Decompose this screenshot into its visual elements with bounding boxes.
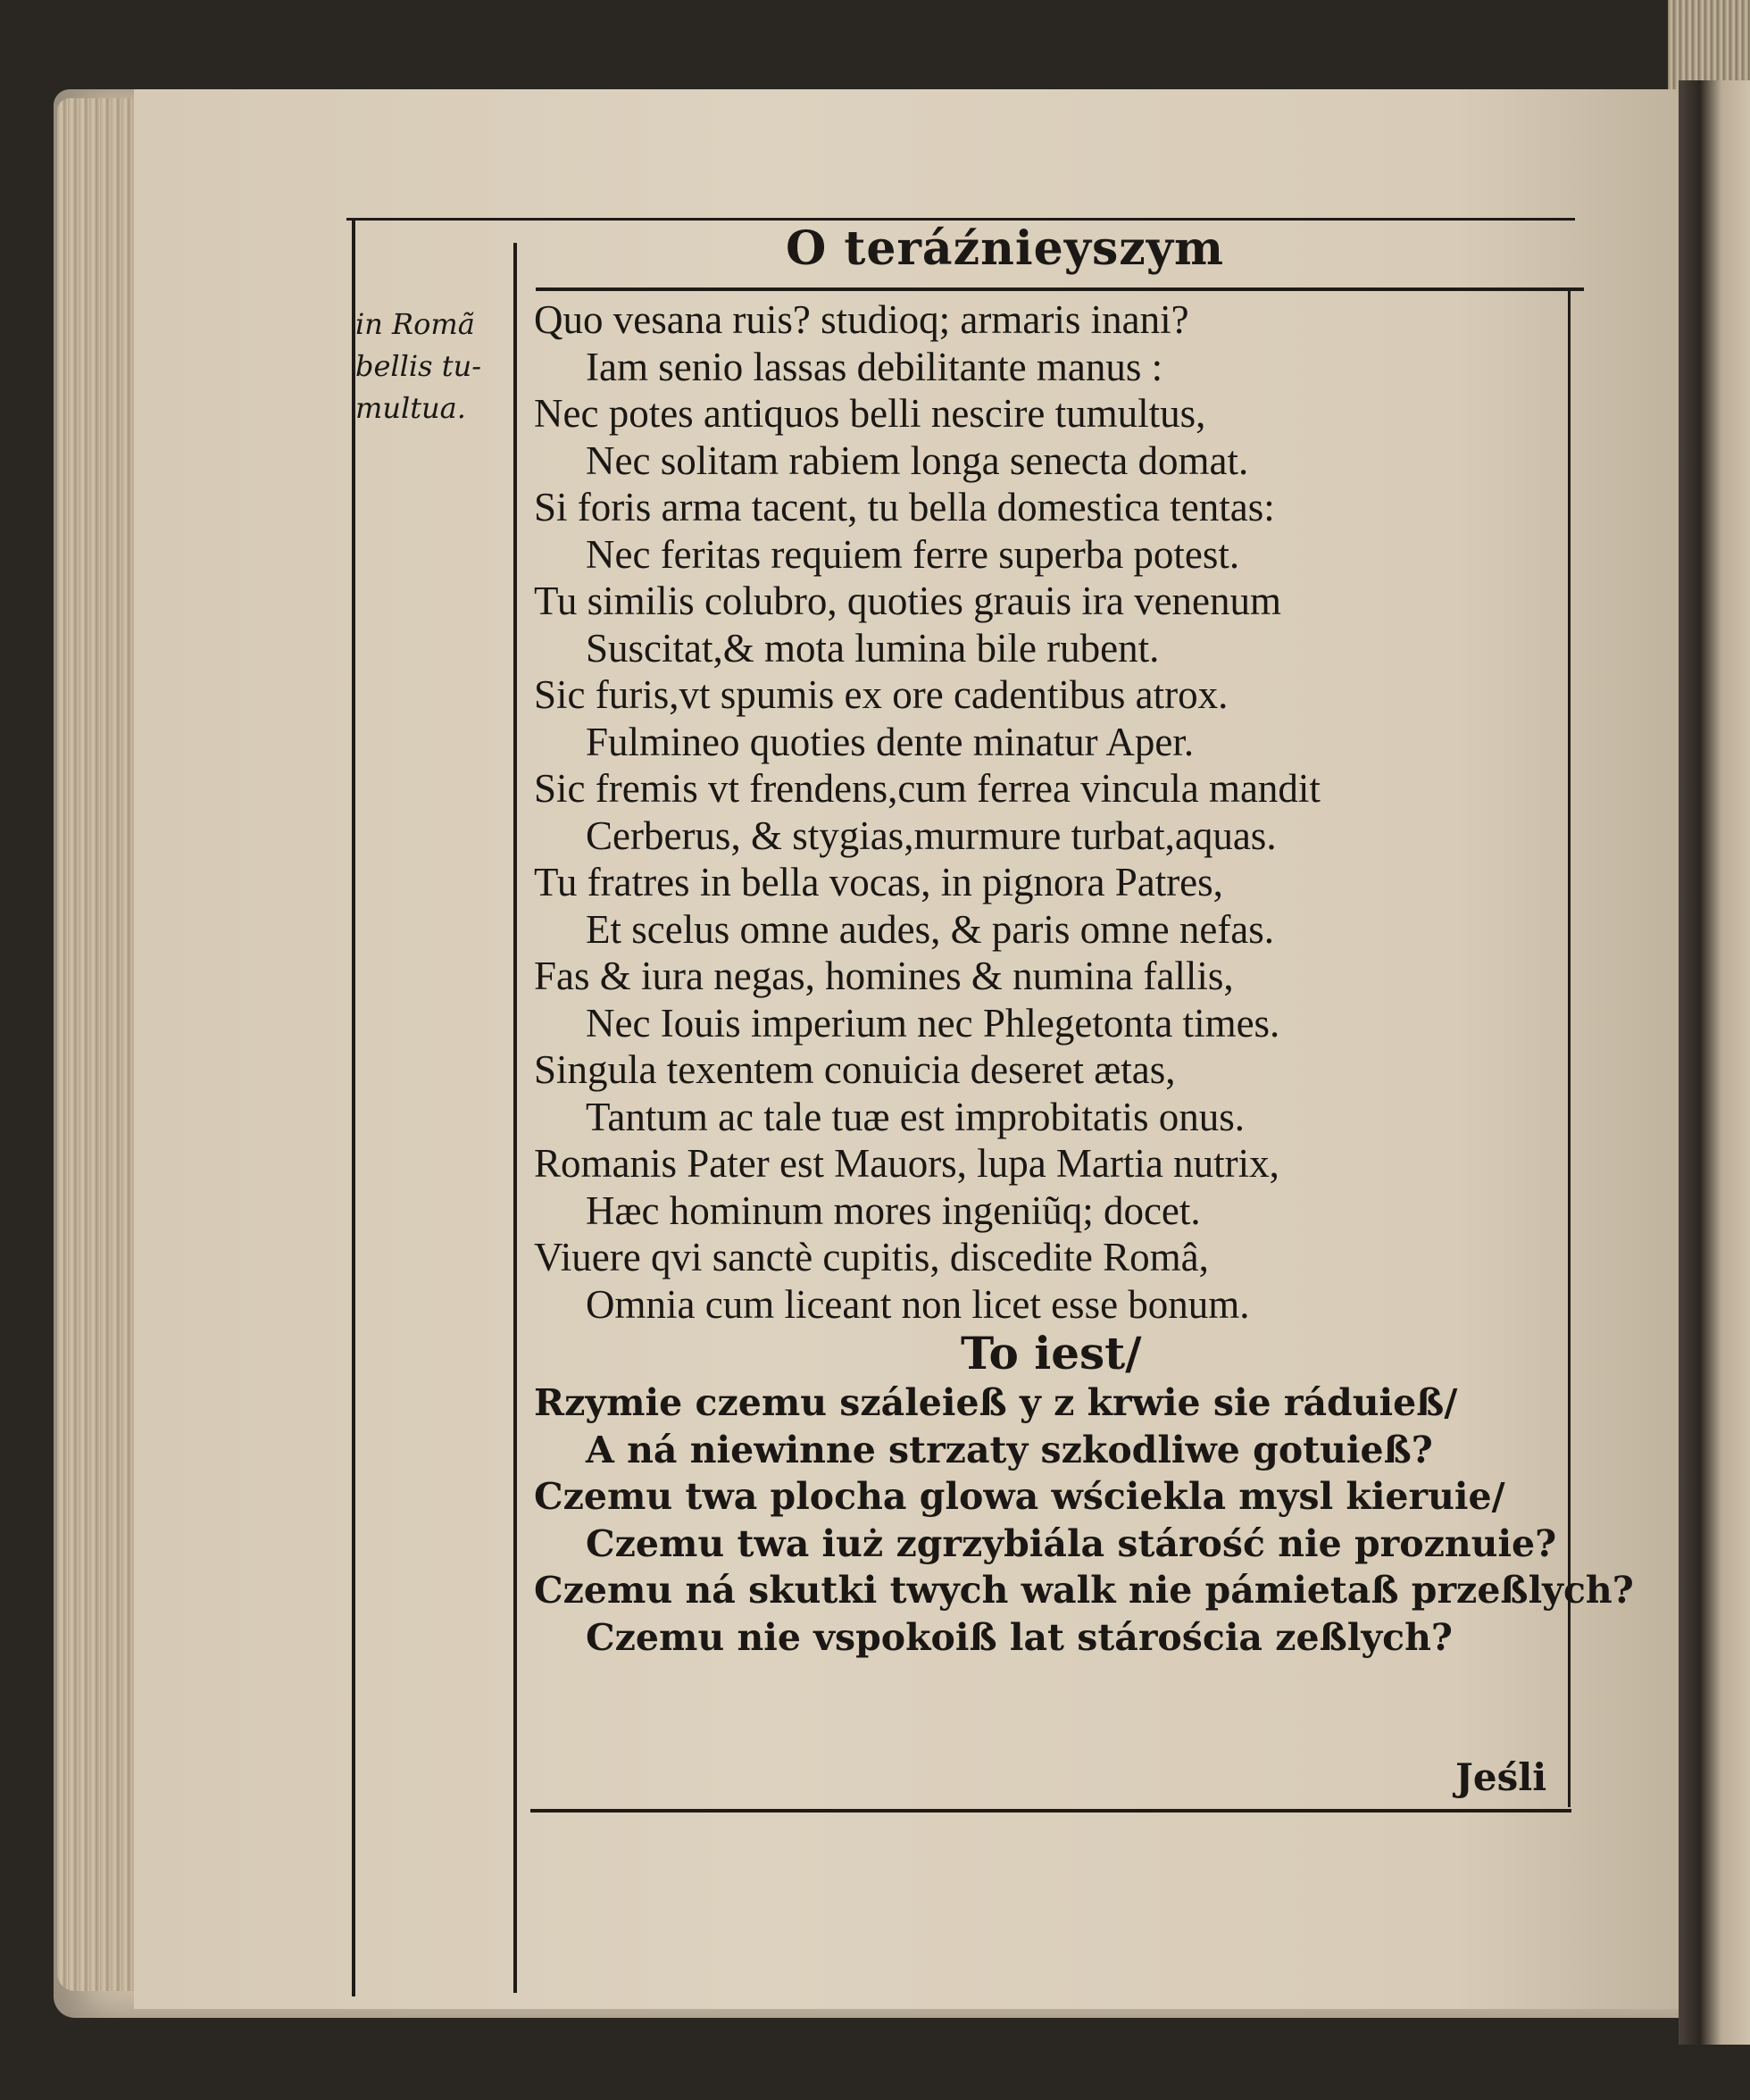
latin-line: Sic fremis vt frendens,cum ferrea vincula mandit [534, 766, 1321, 811]
adjacent-page-edges [1668, 0, 1750, 89]
latin-line: Nec potes antiquos belli nescire tumultus, [534, 391, 1206, 436]
section-heading: To iest/ [961, 1327, 1142, 1379]
margin-note-line: bellis tu- [355, 349, 481, 383]
latin-line: Hæc hominum mores ingeniũq; docet. [586, 1188, 1201, 1233]
poem-text [534, 296, 1634, 1661]
column-divider-rule [513, 243, 517, 1993]
frame-left-rule [352, 220, 355, 1996]
page-edges [57, 98, 138, 1991]
margin-note-line: in Romã [355, 307, 475, 341]
polish-line: Czemu twa iuż zgrzybiála stárość nie proznuie? [586, 1521, 1557, 1565]
catchword: Jeśli [1455, 1755, 1547, 1799]
margin-note-line: multua. [355, 391, 466, 425]
latin-line: Nec solitam rabiem longa senecta domat. [586, 438, 1249, 483]
latin-line: Suscitat,& mota lumina bile rubent. [586, 625, 1160, 671]
latin-line: Viuere qvi sanctè cupitis, discedite Româ, [534, 1235, 1209, 1279]
latin-line: Omnia cum liceant non licet esse bonum. [586, 1281, 1250, 1327]
latin-line: Si foris arma tacent, tu bella domestica tentas: [534, 485, 1275, 529]
latin-line: Tu fratres in bella vocas, in pignora Patres, [534, 860, 1223, 904]
polish-line: A ná niewinne strzaty szkodliwe gotuieß? [586, 1428, 1433, 1471]
page-title: O teráźnieyszym [786, 221, 1225, 276]
latin-line: Tu similis colubro, quoties grauis ira venenum [534, 579, 1282, 623]
margin-note [355, 304, 505, 429]
polish-line: Rzymie czemu száleieß y z krwie sie ráduieß/ [534, 1381, 1458, 1424]
latin-line: Tantum ac tale tuæ est improbitatis onus. [586, 1094, 1245, 1139]
latin-line: Quo vesana ruis? studioq; armaris inani? [534, 297, 1189, 342]
footer-rule [530, 1809, 1571, 1812]
latin-line: Nec Iouis imperium nec Phlegetonta times. [586, 1000, 1280, 1046]
header-rule-bottom [536, 288, 1584, 291]
latin-line: Fulmineo quoties dente minatur Aper. [586, 719, 1195, 764]
book-gutter [1679, 80, 1750, 2045]
latin-line: Iam senio lassas debilitante manus : [586, 344, 1163, 389]
polish-line: Czemu nie vspokoiß lat stárościa zeßlych? [586, 1615, 1453, 1659]
latin-line: Sic furis,vt spumis ex ore cadentibus atrox. [534, 672, 1229, 717]
latin-line: Fas & iura negas, homines & numina fallis, [534, 954, 1234, 998]
latin-line: Cerberus, & stygias,murmure turbat,aquas. [586, 812, 1277, 858]
latin-line: Et scelus omne audes, & paris omne nefas. [586, 906, 1275, 952]
latin-line: Singula texentem conuicia deseret ætas, [534, 1047, 1176, 1092]
polish-line: Czemu twa plocha glowa wściekla mysl kieruie/ [534, 1475, 1505, 1518]
header-rule-top [346, 218, 1575, 221]
polish-line: Czemu ná skutki twych walk nie pámietaß przeßlych? [534, 1569, 1634, 1612]
latin-line: Romanis Pater est Mauors, lupa Martia nutrix, [534, 1141, 1279, 1186]
latin-line: Nec feritas requiem ferre superba potest. [586, 531, 1240, 577]
